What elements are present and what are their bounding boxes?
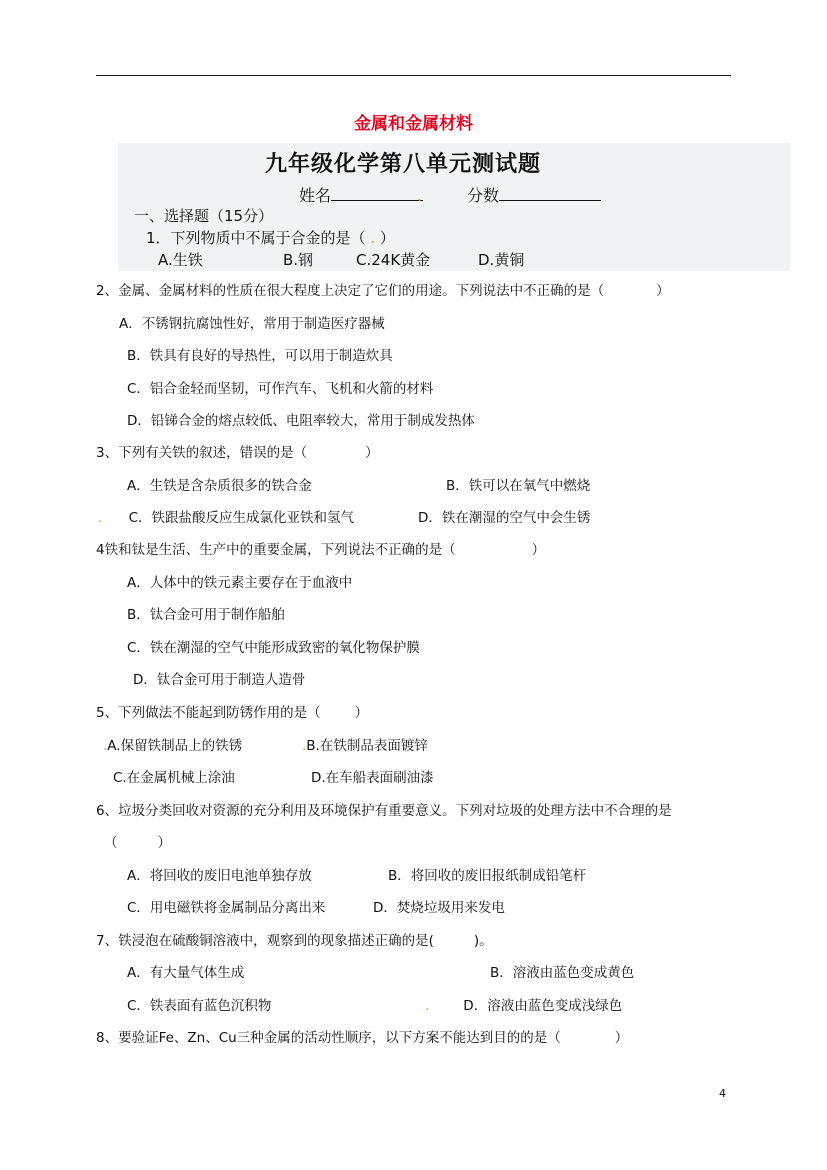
q5-option-d: D.在车船表面刷油漆 [311, 770, 434, 786]
q7-option-a: A．有大量气体生成 [127, 965, 245, 981]
q6-option-a: A．将回收的废旧电池单独存放 [127, 868, 312, 884]
q5-stem: 5、下列做法不能起到防锈作用的是（ ） [96, 705, 369, 721]
q2-option-c: C．铝合金轻而坚韧，可作汽车、飞机和火箭的材料 [127, 381, 434, 397]
q5-option-c: C.在金属机械上涂油 [113, 770, 235, 786]
q1-stem-b: ） [379, 229, 395, 247]
q3-option-d: D．铁在潮湿的空气中会生锈 [418, 510, 591, 526]
score-blank [499, 186, 601, 201]
q2-option-d: D．铅锑合金的熔点较低、电阻率较大，常用于制成发热体 [127, 413, 475, 429]
section1-heading: 一、选择题（15分） [134, 207, 274, 225]
q7-option-d: . D．溶液由蓝色变成浅绿色 [425, 998, 623, 1014]
q6-answer-bracket: （ ） [104, 835, 171, 851]
q3-mark: . [98, 510, 103, 526]
q1-option-a: A.生铁 [158, 251, 203, 269]
q6-stem: 6、垃圾分类回收对资源的充分利用及环境保护有重要意义。下列对垃圾的处理方法中不合理的是 [96, 803, 672, 819]
q6-option-d: D．焚烧垃圾用来发电 [373, 900, 505, 916]
q5-option-a: .A.保留铁制品上的铁锈 [103, 738, 243, 754]
q5-option-b: .B.在铁制品表面镀锌 [302, 738, 428, 754]
q2-option-b: B．铁具有良好的导热性，可以用于制造炊具 [127, 348, 393, 364]
name-label: 姓名 [299, 186, 332, 205]
score-field [467, 183, 601, 206]
name-blank [331, 186, 423, 205]
name-field [299, 183, 423, 206]
header-rule [96, 75, 731, 76]
q1-mark: . [370, 229, 376, 247]
q1-stem-a: 1．下列物质中不属于合金的是（ [146, 229, 366, 247]
q1-stem [146, 227, 395, 248]
q4-option-b: B．钛合金可用于制作船舶 [127, 607, 285, 623]
q4-option-c: C．铁在潮湿的空气中能形成致密的氧化物保护膜 [127, 640, 420, 656]
q3-option-a: A．生铁是含杂质很多的铁合金 [127, 478, 312, 494]
q3-stem: 3、下列有关铁的叙述，错误的是（ ） [96, 445, 379, 461]
q7-option-c: C．铁表面有蓝色沉积物 [127, 998, 272, 1014]
q6-option-b: B．将回收的废旧报纸制成铅笔杆 [388, 868, 587, 884]
q1-option-b: B.钢 [283, 251, 314, 269]
q1-option-d: D.黄铜 [478, 251, 525, 269]
name-mark: . [417, 186, 423, 205]
score-label: 分数 [467, 186, 500, 205]
q4-stem: 4铁和钛是生活、生产中的重要金属，下列说法不正确的是（ ） [96, 542, 546, 558]
q4-option-d: D．钛合金可用于制造人造骨 [133, 672, 306, 688]
q2-stem: 2、金属、金属材料的性质在很大程度上决定了它们的用途。下列说法中不正确的是（ ） [96, 283, 670, 299]
q2-option-a: A．不锈钢抗腐蚀性好，常用于制造医疗器械 [119, 316, 385, 332]
q1-option-c: C.24K黄金 [356, 251, 431, 269]
q3-option-c: . C．铁跟盐酸反应生成氯化亚铁和氢气 [98, 510, 355, 526]
q7-stem: 7、铁浸泡在硫酸铜溶液中，观察到的现象描述正确的是( )。 [96, 933, 493, 949]
q8-stem: 8、要验证Fe、Zn、Cu三种金属的活动性顺序，以下方案不能达到目的的是（ ） [96, 1030, 629, 1046]
q6-option-c: C．用电磁铁将金属制品分离出来 [127, 900, 326, 916]
q7-option-b: B．溶液由蓝色变成黄色 [490, 965, 635, 981]
subject-title: 金属和金属材料 [354, 114, 473, 134]
q4-option-a: A．人体中的铁元素主要存在于血液中 [127, 575, 353, 591]
page-number: 4 [719, 1087, 726, 1100]
exam-title: 九年级化学第八单元测试题 [265, 151, 542, 177]
q3-option-b: B．铁可以在氧气中燃烧 [446, 478, 591, 494]
